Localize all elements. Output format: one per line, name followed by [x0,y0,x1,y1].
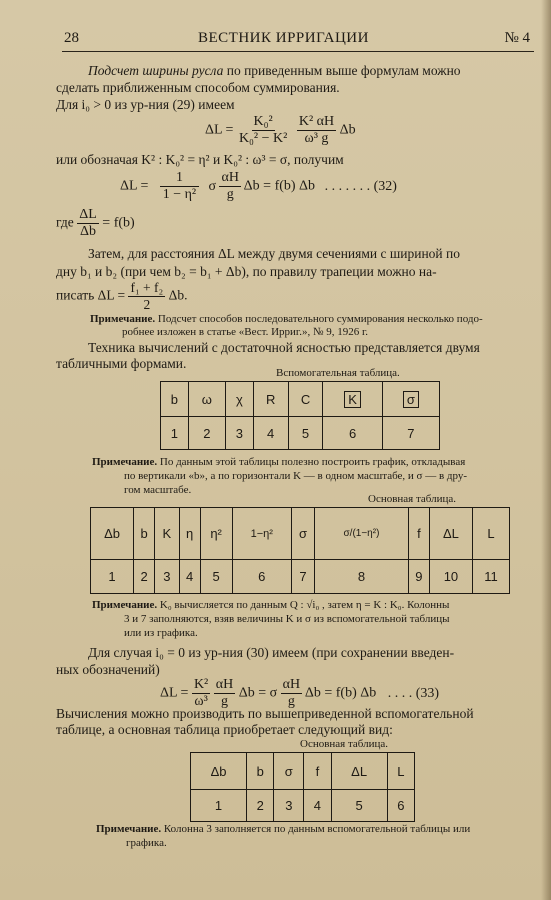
main-table-number-row: 1 2 3 4 5 6 7 8 9 10 11 [91,560,510,594]
para2-line3: писать ΔL = $\frac{\text{f₁ + f₂}}{2}$ Δb. [56,280,188,312]
para3-line1: Техника вычислений с достаточной ясностью представляется двумя [88,340,480,355]
main-header-l: L [472,508,509,560]
main2-header-db: Δb [191,753,247,790]
main-table [90,507,510,594]
para5-line2: таблице, а основная таблица приобретает следующий вид: [56,722,393,737]
page-edge-shadow [541,0,551,900]
main2-header-b: b [247,753,274,790]
aux-header-r: R [253,382,288,417]
para1-line1: Подсчет ширины русла по приведенным выше формулам можно [88,63,461,78]
note2-line3: гом масштабе. [124,484,192,496]
para4-line1: Для случая i₀ = 0 из ур-ния (30) имеем (при сохранении введен- [88,645,455,660]
substitution-line: или обозначая K² : K₀² = η² и K₀² : ω³ = σ, получим [56,152,344,167]
main-table-2-title: Основная таблица. [300,738,389,750]
note1-line1: Примечание. Подсчет способов последовательного суммирования несколько подо- [90,313,483,325]
issue-number: № 4 [504,30,530,46]
aux-header-chi: χ [226,382,254,417]
aux-table-header-row [161,382,440,417]
equation-2: ΔL = $\frac{1}{\text{1 − η²}}$ σ $\frac{\alpha H}{g}$ Δb = f(b) Δb . . . . . . . (32) [120,170,397,202]
para2-line1: Затем, для расстояния ΔL между двумя сечениями с шириной по [88,246,461,261]
main-table-2 [190,752,415,822]
note4-line2: графика. [126,837,167,849]
main-table-2-header-row [191,753,415,790]
note4-line1: Примечание. Колонна 3 заполняется по данным вспомогательной таблицы или [96,823,471,835]
page-number: 28 [64,30,79,46]
aux-header-b: b [161,382,189,417]
para1-line2: сделать приближенным способом суммирования. [56,80,340,95]
main-table-title: Основная таблица. [368,493,457,505]
main-header-eta2: η² [200,508,232,560]
main-table-2-number-row: 1 2 3 4 5 6 [191,790,415,822]
main-header-db: Δb [91,508,134,560]
main2-header-sigma: σ [274,753,304,790]
equation-1: ΔL = $\frac{\text{K₀²}}{\text{K₀² − K²}}$ $\frac{\text{K² αH}}{\text{ω³ g}}$ Δb [205,114,356,146]
note2-line1: Примечание. По данным этой таблицы полезно построить график, откладывая [92,456,466,468]
note3-line2: 3 и 7 заполняются, взяв величины K и σ из вспомогательной таблицы [124,613,450,625]
para4-line2: ных обозначений) [56,662,160,677]
main2-header-l: L [387,753,414,790]
main-header-dl: ΔL [429,508,472,560]
main-header-sigma-ratio: σ/(1−η²) [314,508,408,560]
para1-line3: Для i₀ > 0 из ур-ния (29) имеем [56,97,235,112]
aux-table-number-row: 1 2 3 4 5 6 7 [161,417,440,450]
main-table-header-row [91,508,510,560]
main-header-eta: η [179,508,200,560]
para3-line2: табличными формами. [56,356,187,371]
note3-line3: или из графика. [124,627,198,639]
equation-4: ΔL = $\frac{\text{K²}}{\text{ω³}}$ $\frac{\alpha H}{g}$ Δb = σ $\frac{\alpha H}{g}$ Δb = f(b) Δb . . . . (33) [160,677,440,709]
main2-header-dl: ΔL [331,753,387,790]
note1-line2: робнее изложен в статье «Вест. Ирриг.», № 9, 1926 г. [122,326,368,338]
main-header-f: f [408,508,429,560]
para5-line1: Вычисления можно производить по вышеприведенной вспомогательной [56,706,474,721]
para2-line2: дну b₁ и b₂ (при чем b₂ = b₁ + Δb), по правилу трапеции можно на- [56,264,437,279]
note3-line1: Примечание. K₀ вычисляется по данным Q : √i₀ , затем η = K : K₀. Колонны [92,599,450,611]
aux-header-sigma: σ [382,382,439,417]
main-header-b: b [134,508,155,560]
aux-header-omega: ω [188,382,225,417]
header-rule [62,51,534,52]
aux-header-k: K [323,382,382,417]
main-header-one-minus-eta2: 1−η² [232,508,291,560]
aux-table-title: Вспомогательная таблица. [276,367,400,379]
note2-line2: по вертикали «b», а по горизонтали K — в одном масштабе, и σ — в дру- [124,470,468,482]
aux-table [160,381,440,450]
aux-header-c: C [288,382,323,417]
main2-header-f: f [304,753,331,790]
journal-title: ВЕСТНИК ИРРИГАЦИИ [198,30,369,46]
equation-3: где $\frac{\Delta L}{\Delta b}$ = f(b) [56,207,135,239]
main-header-sigma: σ [291,508,314,560]
main-header-k: K [155,508,180,560]
running-header [48,30,538,52]
